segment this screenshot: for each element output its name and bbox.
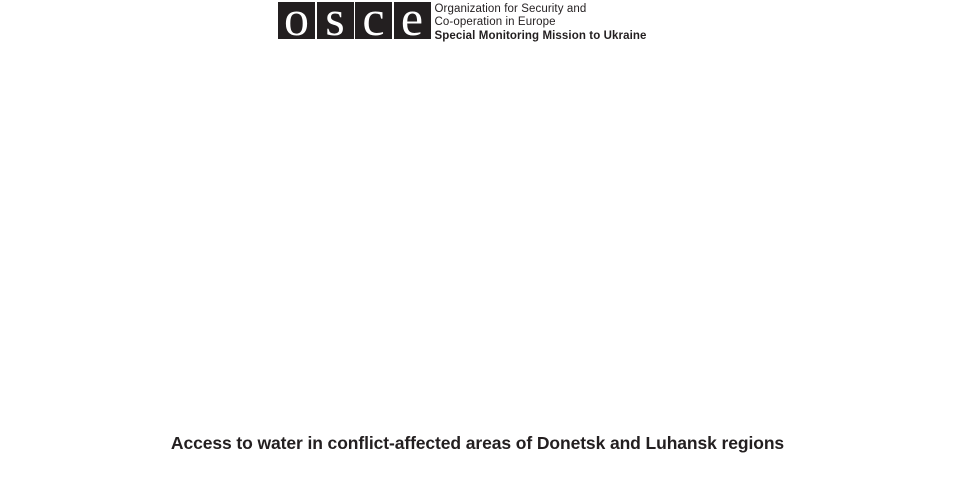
osce-logo-letter-s: s [325,2,345,39]
osce-logo-square-c [355,2,392,39]
osce-logo-letter-o: o [284,2,309,39]
document-title: Access to water in conflict-affected areas of Donetsk and Luhansk regions [170,433,785,453]
osce-header-lockup [278,2,647,43]
org-name-block [435,2,647,43]
osce-logo-square-o [278,2,315,39]
org-name-line-2: Co-operation in Europe [434,16,556,29]
osce-logo-letter-c: c [362,2,385,39]
org-mission-line: Special Monitoring Mission to Ukraine [434,29,647,42]
osce-logo [278,2,431,39]
osce-logo-square-s [317,2,354,39]
osce-logo-square-e [394,2,431,39]
osce-logo-letter-e: e [400,2,424,39]
org-name-line-1: Organization for Security and [434,3,587,15]
